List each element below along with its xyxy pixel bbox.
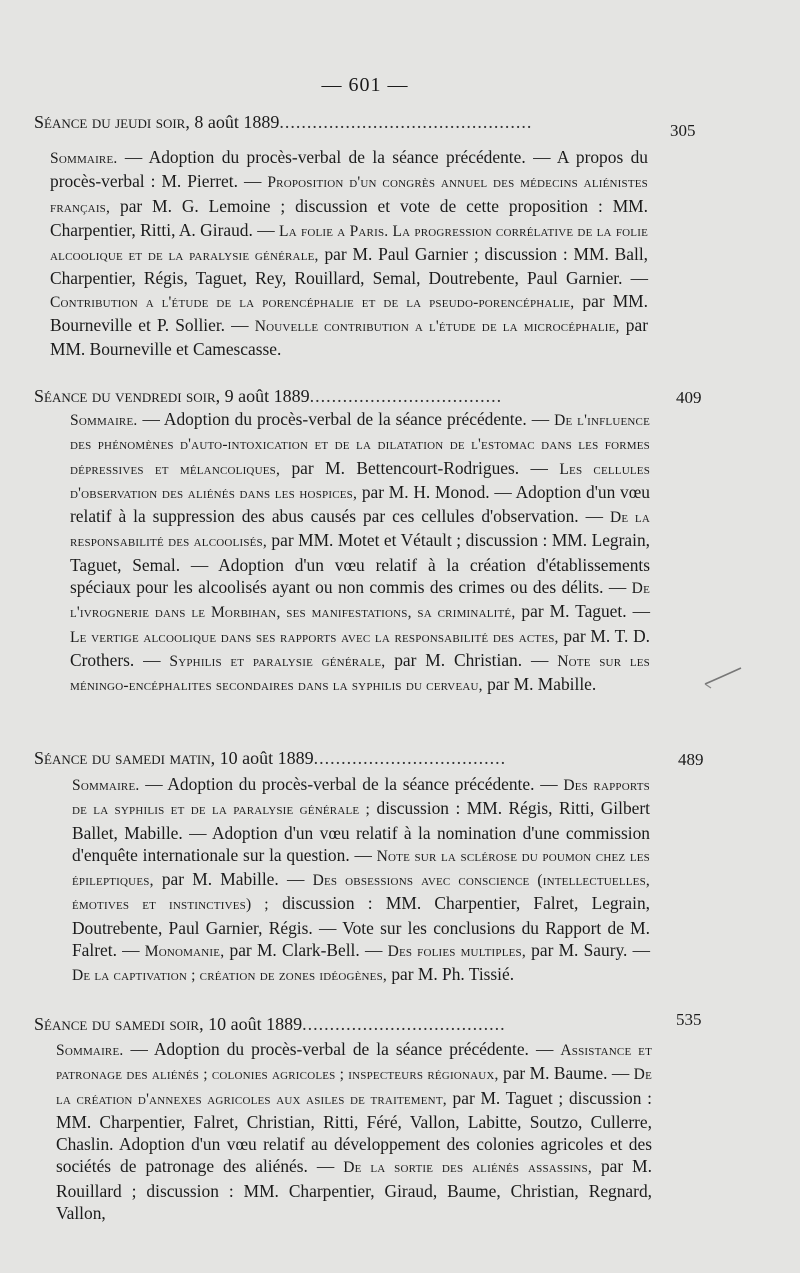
summary-title-run: Sommaire. bbox=[56, 1042, 124, 1059]
leader-dots: ..................................... bbox=[302, 1014, 506, 1034]
summary-title-run: De l'ivrognerie dans le Morbihan, ses manifestations, sa criminalité, bbox=[70, 580, 650, 622]
session-label: Séance du samedi soir, bbox=[34, 1014, 204, 1034]
summary-text-run: par MM. Bourneville et P. Sollier. — bbox=[50, 290, 648, 336]
summary-title-run: Note sur les méningo-encéphalites secondaires dans la syphilis du cerveau, bbox=[70, 652, 650, 695]
summary-title-run: Contribution a l'étude de la porencéphalie et de la pseudo-porencéphalie, bbox=[50, 293, 575, 311]
summary-text-run: par M. Rouillard ; discussion : MM. Charpentier, Giraud, Baume, Christian, Regnard, Vallon, bbox=[56, 1156, 652, 1224]
summary-title-run: De l'influence des phénomènes d'auto-intoxication et de la dilatation de l'estomac dans les formes dépressives et mélancoliques, bbox=[70, 412, 650, 478]
summary-title-run: Sommaire. bbox=[70, 412, 138, 429]
summary-text-run: par MM. Bourneville et Camescasse. bbox=[50, 315, 648, 360]
session-summary bbox=[50, 146, 648, 361]
summary-title-run: Sommaire. bbox=[72, 777, 140, 794]
summary-text-run: par M. Paul Garnier ; discussion : MM. Ball, Charpentier, Régis, Taguet, Rey, Rouillard, Semal, Doutrebente, Paul Garnier. — bbox=[50, 244, 648, 289]
session-page-ref: 489 bbox=[678, 750, 704, 769]
session-label: Séance du jeudi soir, bbox=[34, 112, 190, 132]
summary-text-run: — Adoption du procès-verbal de la séance précédente. — bbox=[137, 409, 555, 429]
session-summary bbox=[56, 1038, 652, 1224]
summary-text-run: — Adoption du procès-verbal de la séance précédente. — bbox=[139, 774, 564, 794]
session-heading bbox=[34, 746, 666, 770]
summary-text-run: par M. Mabille. — bbox=[153, 869, 313, 890]
summary-title-run: Sommaire. bbox=[50, 150, 118, 167]
summary-title-run: De la responsabilité des alcoolisés, bbox=[70, 509, 650, 551]
summary-title-run: Monomanie, bbox=[144, 943, 225, 961]
summary-text-run: par M. Bettencourt-Rodrigues. — bbox=[280, 457, 560, 478]
session-heading bbox=[34, 384, 666, 408]
summary-text-run: discussion : MM. Charpentier, Falret, Legrain, Doutrebente, Paul Garnier, Régis. — Vote sur les conclusions du Rapport de M. Falret. — bbox=[72, 893, 651, 961]
summary-title-run: Des obsessions avec conscience (intellectuelles, émotives et instinctives) ; bbox=[72, 872, 650, 914]
summary-title-run: Les cellules d'observation des aliénés dans les hospices, bbox=[70, 460, 651, 502]
summary-text-run: par M. Taguet ; discussion : MM. Charpentier, Falret, Christian, Ritti, Féré, Vallon, Labitte, Soutzo, Cullerre, Chaslin. Adoption d'un vœu relatif au développement des colonies agricoles et des sociétés de patronage des aliénés. — bbox=[56, 1087, 652, 1177]
summary-text-run: par M. T. D. Crothers. — bbox=[70, 625, 651, 670]
summary-text-run: par M. Baume. — bbox=[498, 1063, 634, 1084]
summary-title-run: Assistance et patronage des aliénés ; colonies agricoles ; inspecteurs régionaux, bbox=[56, 1042, 652, 1084]
summary-title-run: De la création d'annexes agricoles aux asiles de traitement, bbox=[56, 1066, 652, 1108]
summary-title-run: Nouvelle contribution a l'étude de la microcéphalie, bbox=[254, 318, 620, 336]
summary-text-run: par MM. Motet et Vétault ; discussion : MM. Legrain, Taguet, Semal. — Adoption d'un vœu relatif à la création d'établissements spéciaux pour les alcoolisés ayant ou non commis des crimes ou des délits. — bbox=[70, 530, 650, 598]
summary-title-run: Note sur la sclérose du poumon chez les épileptiques, bbox=[72, 847, 650, 890]
summary-text-run: par M. G. Lemoine ; discussion et vote de cette proposition : MM. Charpentier, Ritti, A. Giraud. — bbox=[50, 195, 648, 240]
summary-title-run: La folie a Paris. La progression corrélative de la folie alcoolique et de la paralysie générale, bbox=[50, 222, 648, 265]
summary-text-run: par M. H. Monod. — Adoption d'un vœu relatif à la suppression des abus causés par ces cellules d'observation. — bbox=[70, 481, 650, 527]
leader-dots: .............................................. bbox=[279, 112, 533, 132]
summary-text-run: discussion : MM. Régis, Ritti, Gilbert Ballet, Mabille. — Adoption d'un vœu relatif à la nomination d'une commission d'enquête internationale sur la question. — bbox=[72, 798, 650, 865]
session-date: 8 août 1889 bbox=[194, 112, 280, 132]
session-date: 10 août 1889 bbox=[219, 748, 314, 768]
leader-dots: ................................... bbox=[309, 386, 503, 406]
summary-title-run: Proposition d'un congrès annuel des médecins aliénistes français, bbox=[50, 174, 648, 216]
session-date: 9 août 1889 bbox=[224, 386, 310, 406]
summary-title-run: Des folies multiples, bbox=[387, 943, 526, 961]
summary-text-run: par M. Mabille. bbox=[482, 674, 597, 695]
session-page-ref: 535 bbox=[676, 1010, 702, 1029]
session-date: 10 août 1889 bbox=[208, 1014, 303, 1034]
summary-title-run: Syphilis et paralysie générale, bbox=[169, 652, 386, 670]
session-heading bbox=[34, 110, 654, 134]
summary-text-run: par M. Saury. — bbox=[525, 940, 651, 961]
session-page-ref: 305 bbox=[670, 121, 696, 140]
leader-dots: ................................... bbox=[313, 748, 507, 768]
summary-text-run: par M. Christian. — bbox=[385, 649, 558, 670]
session-heading bbox=[34, 1012, 654, 1036]
summary-title-run: Le vertige alcoolique dans ses rapports avec la responsabilité des actes, bbox=[70, 628, 559, 646]
summary-title-run: De la sortie des aliénés assassins, bbox=[343, 1159, 592, 1177]
pencil-mark bbox=[701, 664, 747, 692]
session-summary bbox=[70, 408, 650, 698]
summary-text-run: — Adoption du procès-verbal de la séance précédente. — bbox=[123, 1039, 561, 1059]
summary-text-run: par M. Ph. Tissié. bbox=[387, 964, 515, 985]
page-number: — 601 — bbox=[321, 74, 409, 96]
session-label: Séance du samedi matin, bbox=[34, 748, 216, 768]
session-page-ref: 409 bbox=[676, 388, 702, 407]
summary-text-run: par M. Clark-Bell. — bbox=[224, 940, 388, 961]
summary-text-run: — Adoption du procès-verbal de la séance précédente. — A propos du procès-verbal : M. Pierret. — bbox=[50, 147, 648, 192]
summary-title-run: De la captivation ; création de zones idéogènes, bbox=[72, 967, 387, 985]
summary-text-run: par M. Taguet. — bbox=[515, 601, 650, 622]
session-summary bbox=[72, 773, 650, 988]
summary-title-run: Des rapports de la syphilis et de la paralysie générale ; bbox=[72, 777, 650, 819]
session-label: Séance du vendredi soir, bbox=[34, 386, 221, 406]
